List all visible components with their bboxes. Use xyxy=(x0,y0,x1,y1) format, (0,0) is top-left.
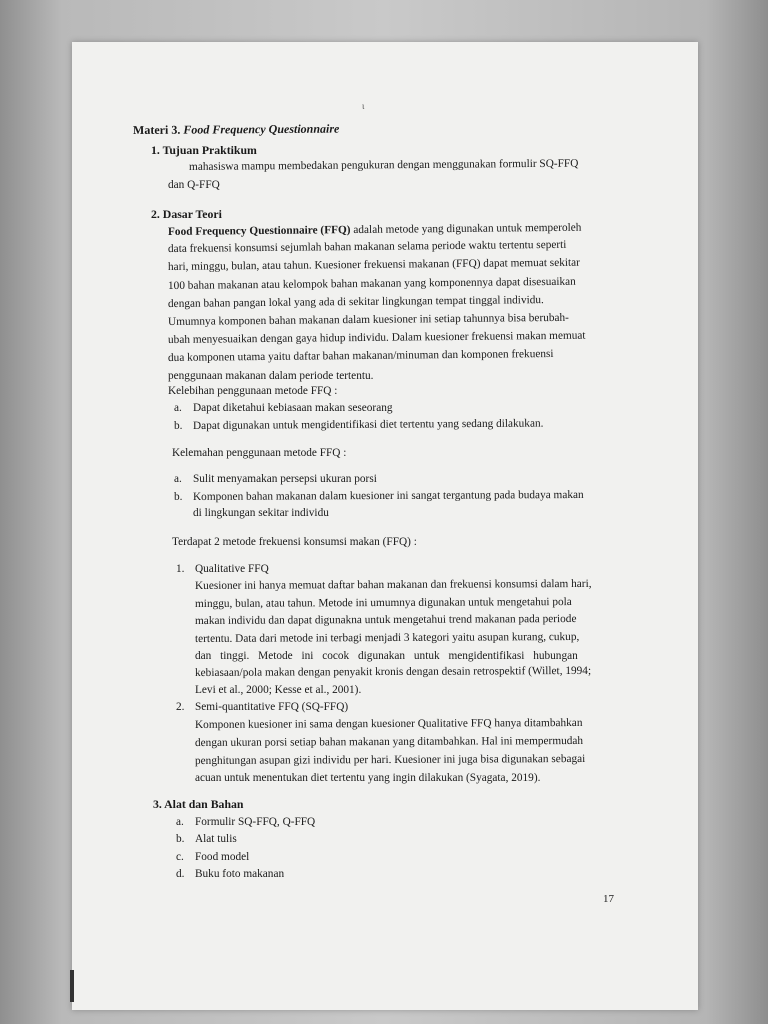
method-1-title: Qualitative FFQ xyxy=(195,563,269,575)
advantage-item-text: Dapat diketahui kebiasaan makan seseorang xyxy=(193,402,393,414)
advantage-item-marker: b. xyxy=(174,420,183,432)
section-2-intro-line: dengan bahan pangan lokal yang ada di sekitar lingkungan tempat tinggal individu. xyxy=(167,294,544,310)
method-1-line: Kuesioner ini hanya memuat daftar bahan makanan dan frekuensi konsumsi dalam hari, xyxy=(194,577,592,592)
section-2-intro-line: hari, minggu, bulan, atau tahun. Kuesioner frekuensi makanan (FFQ) dapat memuat sekitar xyxy=(167,256,580,273)
section-2-intro-line: 100 bahan makanan atau kelompok bahan makanan yang komponennya dapat disesuaikan xyxy=(167,275,576,292)
section-1-heading: 1. Tujuan Praktikum xyxy=(151,143,257,157)
advantage-item-marker: a. xyxy=(174,402,182,414)
method-1-line: makan individu dan dapat digunakna untuk mengetahui trend makanan pada periode xyxy=(194,613,577,627)
tool-item-marker: c. xyxy=(176,851,184,863)
method-2-line: Komponen kuesioner ini sama dengan kuesioner Qualitative FFQ hanya ditambahkan xyxy=(194,716,583,731)
disadvantage-item-continuation: di lingkungan sekitar individu xyxy=(193,507,329,519)
section-2-intro-line: dua komponen utama yaitu daftar bahan makanan/minuman dan komponen frekuensi xyxy=(167,347,554,364)
document-title xyxy=(133,122,339,137)
methods-heading: Terdapat 2 metode frekuensi konsumsi makan (FFQ) : xyxy=(172,536,417,548)
section-2-heading: 2. Dasar Teori xyxy=(151,207,222,221)
advantages-heading: Kelebihan penggunaan metode FFQ : xyxy=(168,385,338,397)
method-1-line: dan tinggi. Metode ini cocok digunakan untuk mengidentifikasi hubungan xyxy=(195,650,578,662)
disadvantage-item-text: Sulit menyamakan persepsi ukuran porsi xyxy=(193,473,377,485)
ffq-term: Food Frequency Questionnaire (FFQ) xyxy=(167,224,351,238)
method-1-line: minggu, bulan, atau tahun. Metode ini umumnya digunakan untuk mengetahui pola xyxy=(194,596,572,610)
title-prefix: Materi 3. xyxy=(132,122,181,137)
tool-item-marker: d. xyxy=(176,868,185,880)
tool-item-marker: a. xyxy=(176,816,184,828)
section-2-intro-line: ubah menyesuaikan dengan gaya hidup individu. Dalam kuesioner frekuensi makan memuat xyxy=(167,329,586,346)
disadvantage-item-text: Komponen bahan makanan dalam kuesioner ini sangat tergantung pada budaya makan xyxy=(192,488,584,503)
method-2-title: Semi-quantitative FFQ (SQ-FFQ) xyxy=(195,701,349,713)
tool-item-text: Food model xyxy=(195,851,250,863)
section-3-heading: 3. Alat dan Bahan xyxy=(153,797,244,811)
disadvantage-item-marker: b. xyxy=(174,491,183,503)
section-2-intro-line: penggunaan makanan dalam periode tertentu. xyxy=(168,370,374,382)
disadvantages-heading: Kelemahan penggunaan metode FFQ : xyxy=(172,447,347,459)
tool-item-text: Alat tulis xyxy=(195,833,237,845)
tool-item-text: Formulir SQ-FFQ, Q-FFQ xyxy=(195,816,316,828)
tool-item-marker: b. xyxy=(176,833,185,845)
scan-edge-mark xyxy=(70,970,74,1002)
method-2-line: acuan untuk menentukan diet tertentu yang ingin dilakukan (Syagata, 2019). xyxy=(195,772,541,784)
method-1-marker: 1. xyxy=(176,563,185,575)
disadvantage-item-marker: a. xyxy=(174,473,182,485)
page-mark: ι xyxy=(362,101,365,111)
method-2-line: dengan ukuran porsi setiap bahan makanan yang ditambahkan. Hal ini mempermudah xyxy=(194,734,584,749)
tool-item-text: Buku foto makanan xyxy=(195,868,285,880)
method-1-line: Levi et al., 2000; Kesse et al., 2001). xyxy=(195,684,362,696)
title-italic: Food Frequency Questionnaire xyxy=(183,121,340,137)
section-1-line-2: dan Q-FFQ xyxy=(168,179,220,191)
method-1-line: tertentu. Data dari metode ini terbagi menjadi 3 kategori yaitu asupan kurang, cukup, xyxy=(194,630,580,645)
advantage-item-text: Dapat digunakan untuk mengidentifikasi diet tertentu yang sedang dilakukan. xyxy=(192,417,544,432)
section-2-intro-line: data frekuensi konsumsi sejumlah bahan makanan selama periode waktu tertentu seperti xyxy=(167,238,567,255)
document-page xyxy=(72,42,698,1010)
section-1-line-1: mahasiswa mampu membedakan pengukuran dengan menggunakan formulir SQ-FFQ xyxy=(188,157,579,173)
method-1-line: kebiasaan/pola makan dengan penyakit kronis dengan desain retrospektif (Willet, 1994; xyxy=(194,664,592,679)
intro-first-text: adalah metode yang digunakan untuk memperoleh xyxy=(350,221,582,237)
page-number: 17 xyxy=(603,893,614,905)
section-2-intro-line: Umumnya komponen bahan makanan dalam kuesioner ini setiap tahunnya bisa berubah- xyxy=(167,311,569,328)
method-2-marker: 2. xyxy=(176,701,185,713)
method-2-line: penghitungan asupan gizi individu per hari. Kuesioner ini juga bisa digunakan sebagai xyxy=(194,752,586,767)
